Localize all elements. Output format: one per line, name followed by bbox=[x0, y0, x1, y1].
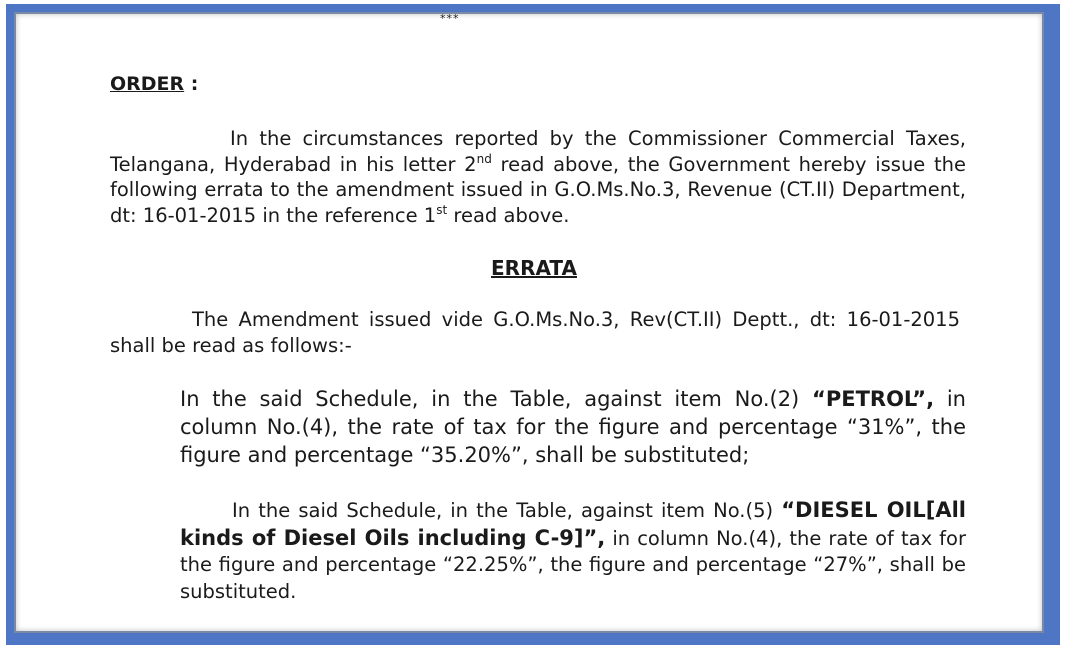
para1-sup-a: nd bbox=[476, 151, 492, 166]
item2-post: in column No.(4), the rate of tax for the figure and percentage “22.25%”, the figure and percentage “27%”, shall be substituted. bbox=[180, 526, 966, 603]
amendment-paragraph bbox=[110, 307, 960, 358]
item2-bold: “DIESEL OIL[All kinds of Diesel Oils including C-9]”, bbox=[180, 498, 966, 550]
item2-pre: In the said Schedule, in the Table, against item No.(5) bbox=[232, 499, 782, 522]
order-heading bbox=[110, 73, 198, 95]
item1-pre: In the said Schedule, in the Table, against item No.(2) bbox=[180, 387, 813, 411]
order-heading-text: ORDER bbox=[110, 73, 185, 95]
item1-post: in column No.(4), the rate of tax for the figure and percentage “31%”, the figure and percentage “35.20%”, shall be substituted; bbox=[180, 387, 966, 467]
para2-text: The Amendment issued vide G.O.Ms.No.3, Rev(CT.II) Deptt., dt: 16-01-2015 shall be read as follows:- bbox=[110, 308, 960, 357]
para1-text-b: read above, the Government hereby issue the following errata to the amendment issued in G.O.Ms.No.3, Revenue (CT.II) Department, dt: 16-01-2015 in the reference 1 bbox=[110, 152, 966, 227]
order-heading-colon: : bbox=[190, 73, 199, 95]
separator-stars: *** bbox=[440, 12, 460, 25]
errata-item-diesel bbox=[180, 497, 966, 605]
para1-text-a: In the circumstances reported by the Commissioner Commercial Taxes, Telangana, Hyderabad in his letter 2 bbox=[110, 127, 966, 176]
order-paragraph bbox=[110, 126, 966, 228]
errata-item-petrol bbox=[180, 385, 966, 469]
item1-bold: “PETROL”, bbox=[812, 387, 935, 411]
errata-heading: ERRATA bbox=[491, 256, 577, 280]
para1-sup-b: st bbox=[436, 202, 448, 217]
para1-text-c: read above. bbox=[447, 203, 570, 227]
